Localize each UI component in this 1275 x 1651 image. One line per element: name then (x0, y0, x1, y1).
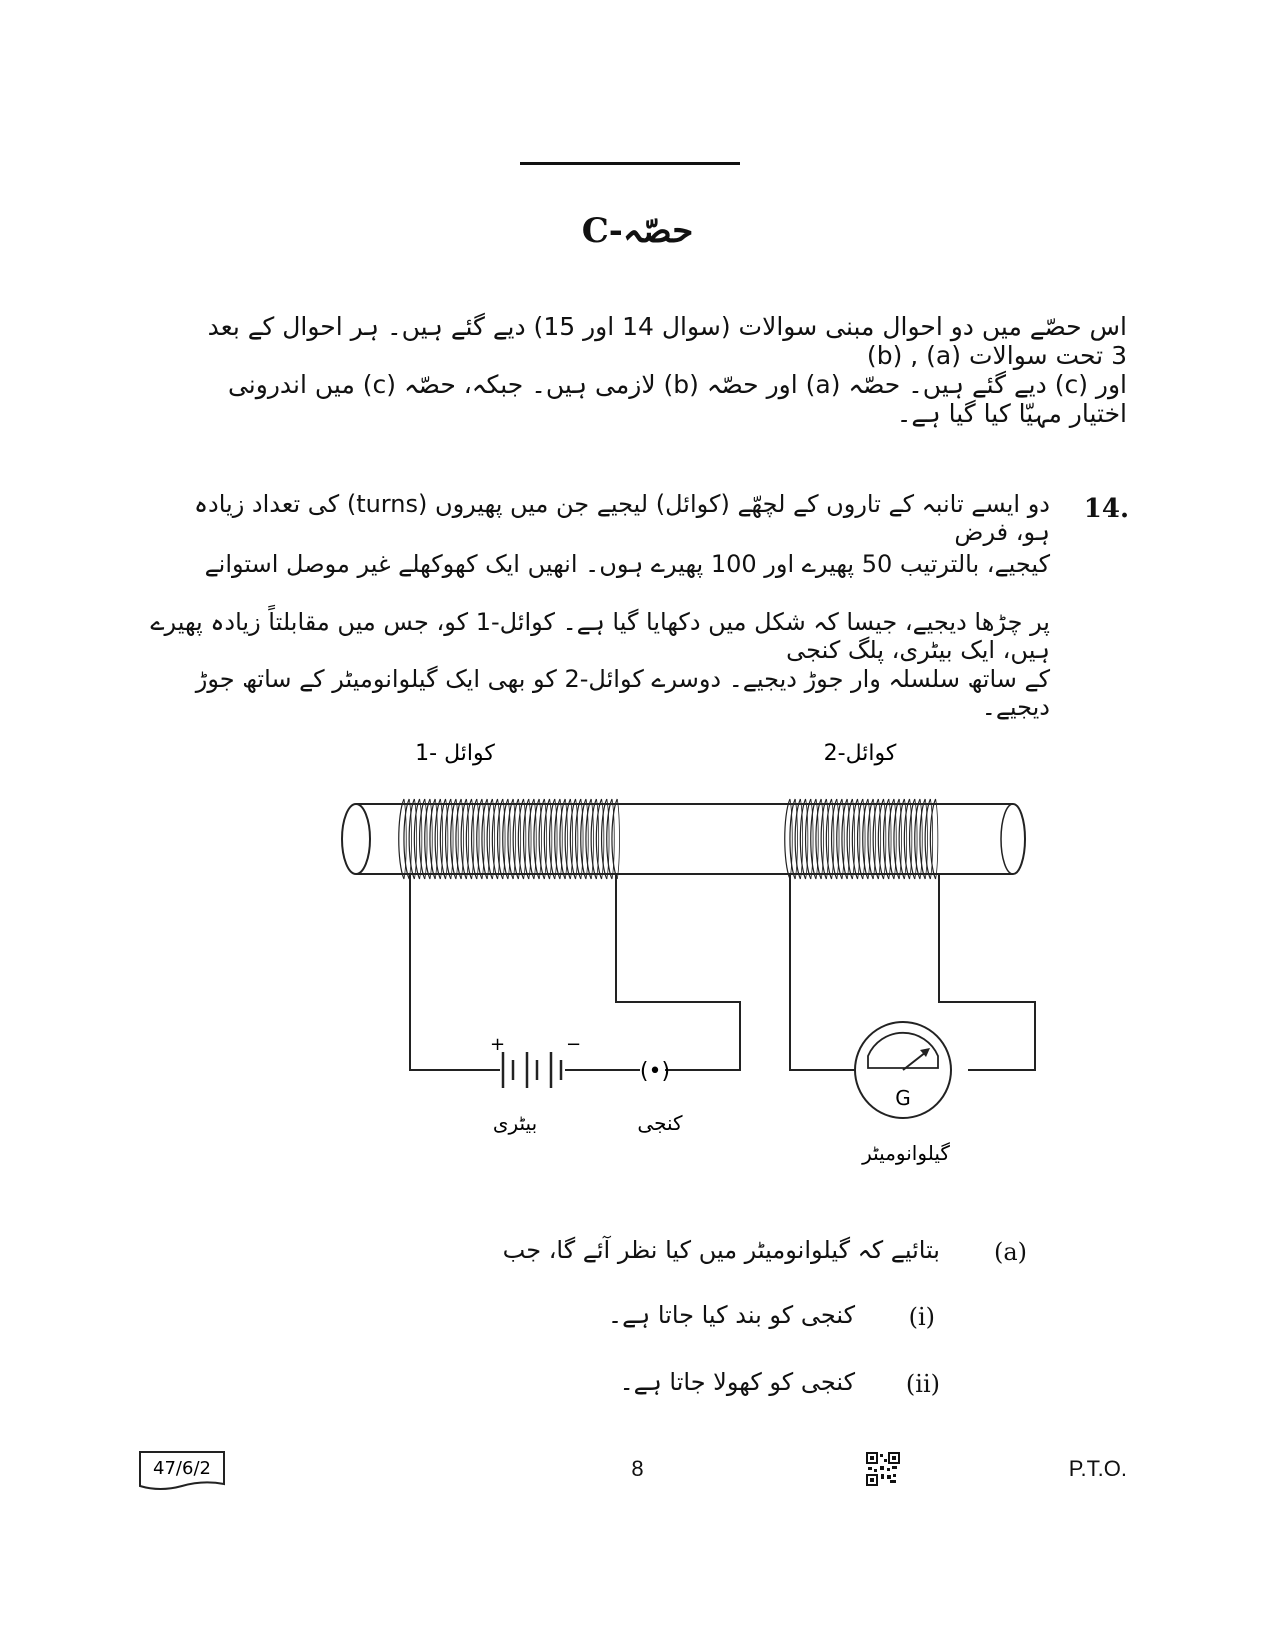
battery-label: بیٹری (492, 1111, 538, 1135)
battery-minus: − (566, 1034, 582, 1055)
galvanometer-g: G (895, 1086, 911, 1110)
coil1-label: کوائل -1 (415, 741, 495, 766)
galvanometer-label: گیلوانومیٹر (862, 1141, 950, 1165)
question-line-4: کے ساتھ سلسلہ وار جوڑ دیجیے۔ دوسرے کوائل-2 کو بھی ایک گیلوانومیٹر کے ساتھ جوڑ دیجیے۔ (195, 665, 1050, 721)
qr-code-icon (866, 1452, 900, 1486)
intro-line-2: اور (c) دیے گئے ہیں۔ حصّہ (a) اور حصّہ (b) لازمی ہیں۔ جبکہ، حصّہ (c) میں اندرونی اختیار مہیّا کیا گیا ہے۔ (227, 370, 1127, 428)
part-i-text: کنجی کو بند کیا جاتا ہے۔ (608, 1301, 855, 1329)
part-a-text: بتائیے کہ گیلوانومیٹر میں کیا نظر آئے گا، جب (502, 1236, 940, 1264)
plug-key-symbol: (•) (639, 1059, 671, 1084)
question-number: 14. (1083, 494, 1129, 524)
page-number: 8 (631, 1456, 644, 1481)
part-ii-text: کنجی کو کھولا جاتا ہے۔ (619, 1368, 855, 1396)
pto-label: P.T.O. (1068, 1456, 1127, 1481)
battery-symbol (503, 1052, 561, 1088)
part-ii-label: (ii) (905, 1370, 940, 1398)
coil2-label: کوائل-2 (823, 741, 897, 766)
part-i-label: (i) (908, 1303, 935, 1331)
part-a-label: (a) (993, 1238, 1027, 1266)
paper-code: 47/6/2 (153, 1458, 211, 1479)
question-line-3: پر چڑھا دیجیے، جیسا کہ شکل میں دکھایا گیا ہے۔ کوائل-1 کو، جس میں مقابلتاً زیادہ پھیرے ہیں، ایک بیٹری، پلگ کنجی (150, 608, 1050, 664)
coil-1 (399, 799, 620, 879)
section-heading: حصّہ-C (581, 211, 694, 251)
battery-plus: + (490, 1034, 506, 1055)
question-line-1: دو ایسے تانبہ کے تاروں کے لچھّے (کوائل) لیجیے جن میں پھیروں (turns) کی تعداد زیادہ ہو، فرض (193, 490, 1050, 546)
question-line-2: کیجیے، بالترتیب 50 پھیرے اور 100 پھیرے ہوں۔ انھیں ایک کھوکھلے غیر موصل استوانے (204, 550, 1050, 578)
key-label: کنجی (637, 1111, 683, 1135)
intro-line-1: اس حصّے میں دو احوال مبنی سوالات (سوال 14 اور 15) دیے گئے ہیں۔ ہر احوال کے بعد 3 تحت سوالات (a) , (b) (207, 312, 1127, 370)
coil-2 (785, 799, 938, 879)
